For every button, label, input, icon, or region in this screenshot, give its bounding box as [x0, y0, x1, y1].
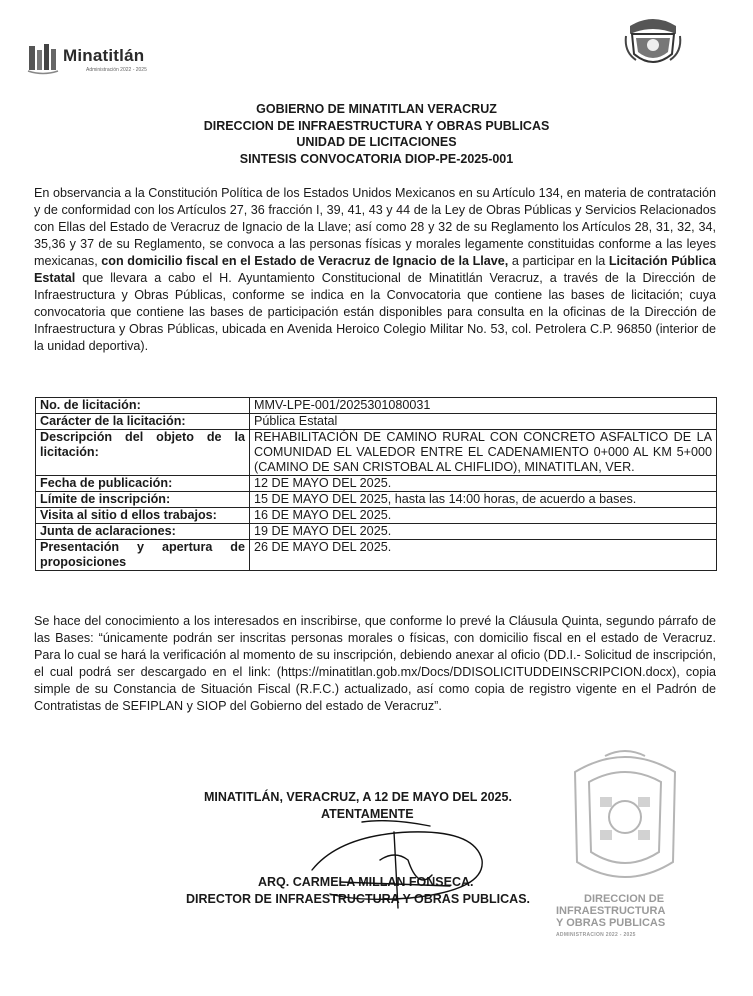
row-value: Pública Estatal [250, 414, 717, 430]
intro-text-2: a participar en la [508, 254, 609, 268]
minatitlan-logo [26, 40, 176, 80]
table-row [36, 414, 717, 430]
table-row [36, 476, 717, 492]
row-label: No. de licitación: [36, 398, 250, 414]
row-label: Visita al sitio d ellos trabajos: [36, 508, 250, 524]
header-unit: UNIDAD DE LICITACIONES [296, 135, 457, 149]
stamp-text [556, 893, 696, 941]
row-value: 15 DE MAYO DEL 2025, hasta las 14:00 horas, de acuerdo a bases. [250, 492, 717, 508]
intro-bold-domicile: con domicilio fiscal en el Estado de Veracruz de Ignacio de la Llave, [101, 254, 509, 268]
row-label: Descripción del objeto de la licitación: [36, 430, 250, 476]
row-value: 16 DE MAYO DEL 2025. [250, 508, 717, 524]
document-header [0, 101, 753, 167]
row-label: Carácter de la licitación: [36, 414, 250, 430]
regards-text: ATENTAMENTE [321, 807, 414, 821]
table-row [36, 524, 717, 540]
header-government: GOBIERNO DE MINATITLAN VERACRUZ [256, 102, 497, 116]
row-label: Junta de aclaraciones: [36, 524, 250, 540]
signer-name: ARQ. CARMELA MILLAN FONSECA. [258, 875, 474, 889]
logo-admin-years: Administración 2022 - 2025 [86, 67, 147, 73]
row-value: 26 DE MAYO DEL 2025. [250, 540, 717, 571]
row-value: 12 DE MAYO DEL 2025. [250, 476, 717, 492]
table-row [36, 398, 717, 414]
table-row [36, 430, 717, 476]
logo-name: Minatitlán [63, 46, 145, 65]
table-row [36, 540, 717, 571]
header-convocation-id: SINTESIS CONVOCATORIA DIOP-PE-2025-001 [239, 151, 514, 166]
row-value: 19 DE MAYO DEL 2025. [250, 524, 717, 540]
table-row [36, 508, 717, 524]
signer-title: DIRECTOR DE INFRAESTRUCTURA Y OBRAS PUBLICAS. [186, 892, 531, 906]
stamp-line-4: ADMINISTRACION 2022 - 2025 [556, 932, 636, 938]
intro-text-1: En observancia a la Constitución Política de los Estados Unidos Mexicanos en su Artículo 134, en materia de contratación y de conformidad con los Artículos 27, 36 fracción I, 39, 41, 43 y 44 de la Ley de Obras Públicas y Servicios Relacionados con Ellas del Estado de Veracruz de Ignacio de la Llave; así como 28 y 32 de su Reglamento los Artículos 28, 31, 32, 34, 35,36 y 37 de su Reglamento, se convoca a las personas físicas y morales legamente constituidas conforme a las leyes mexicanas, [34, 186, 716, 268]
stamp-line-3: Y OBRAS PUBLICAS [556, 917, 666, 929]
row-label: Presentación y apertura de proposiciones [36, 540, 250, 571]
stamp-line-1: DIRECCION DE [584, 893, 665, 905]
row-value: MMV-LPE-001/2025301080031 [250, 398, 717, 414]
stamp-line-2: INFRAESTRUCTURA [556, 905, 666, 917]
header-direction: DIRECCION DE INFRAESTRUCTURA Y OBRAS PUBLICAS [203, 118, 550, 133]
intro-paragraph [34, 185, 716, 355]
row-label: Límite de inscripción: [36, 492, 250, 508]
tender-details-table [35, 397, 717, 571]
row-value: REHABILITACIÓN DE CAMINO RURAL CON CONCRETO ASFALTICO DE LA COMUNIDAD EL VALEDOR ENTRE EL CADENAMIENTO 0+000 AL KM 5+000 (CAMINO DE SAN CRISTOBAL AL CHIFLIDO), MINATITLAN, VER. [250, 430, 717, 476]
handwritten-signature [300, 820, 500, 920]
table-row [36, 492, 717, 508]
row-label: Fecha de publicación: [36, 476, 250, 492]
intro-bold-tender-type: Licitación Pública Estatal [34, 254, 717, 285]
municipal-emblem-icon [26, 40, 60, 76]
intro-text-3: que llevara a cabo el H. Ayuntamiento Constitucional de Minatitlán Veracruz, a través de la Dirección de Infraestructura y Obras Públicas, conforme se indica en la Convocatoria que contiene las bases de licitación; cuya convocatoria que contiene las bases de participación están disponibles para consulta en la oficinas de la Dirección de Infraestructura y Obras Públicas, ubicada en Avenida Heroico Colegio Militar No. 53, col. Petrolera C.P. 96850 (interior de la unidad deportiva). [34, 271, 716, 353]
place-and-date: MINATITLÁN, VERACRUZ, A 12 DE MAYO DEL 2025. [204, 790, 512, 804]
registration-notice: Se hace del conocimiento a los interesados en inscribirse, que conforme lo prevé la Cláusula Quinta, segundo párrafo de las Bases: “únicamente podrán ser inscritas personas morales o físicas, con domicilio fiscal en el estado de Veracruz. Para lo cual se hará la verificación al momento de su inscripción, debiendo anexar al oficio (DD.I.- Solicitud de inscripción, el cual podrá ser descargado en el link: (https://minatitlan.gob.mx/Docs/DDISOLICITUDDEINSCRIPCION.docx), copia simple de su Constancia de Situación Fiscal (R.F.C.) actualizado, así como copia de registro vigente en el Padrón de Contratistas de SEFIPLAN y SIOP del Gobierno del estado de Veracruz”. [34, 614, 716, 713]
official-stamp-icon [555, 742, 695, 892]
coat-of-arms-icon [622, 14, 684, 70]
